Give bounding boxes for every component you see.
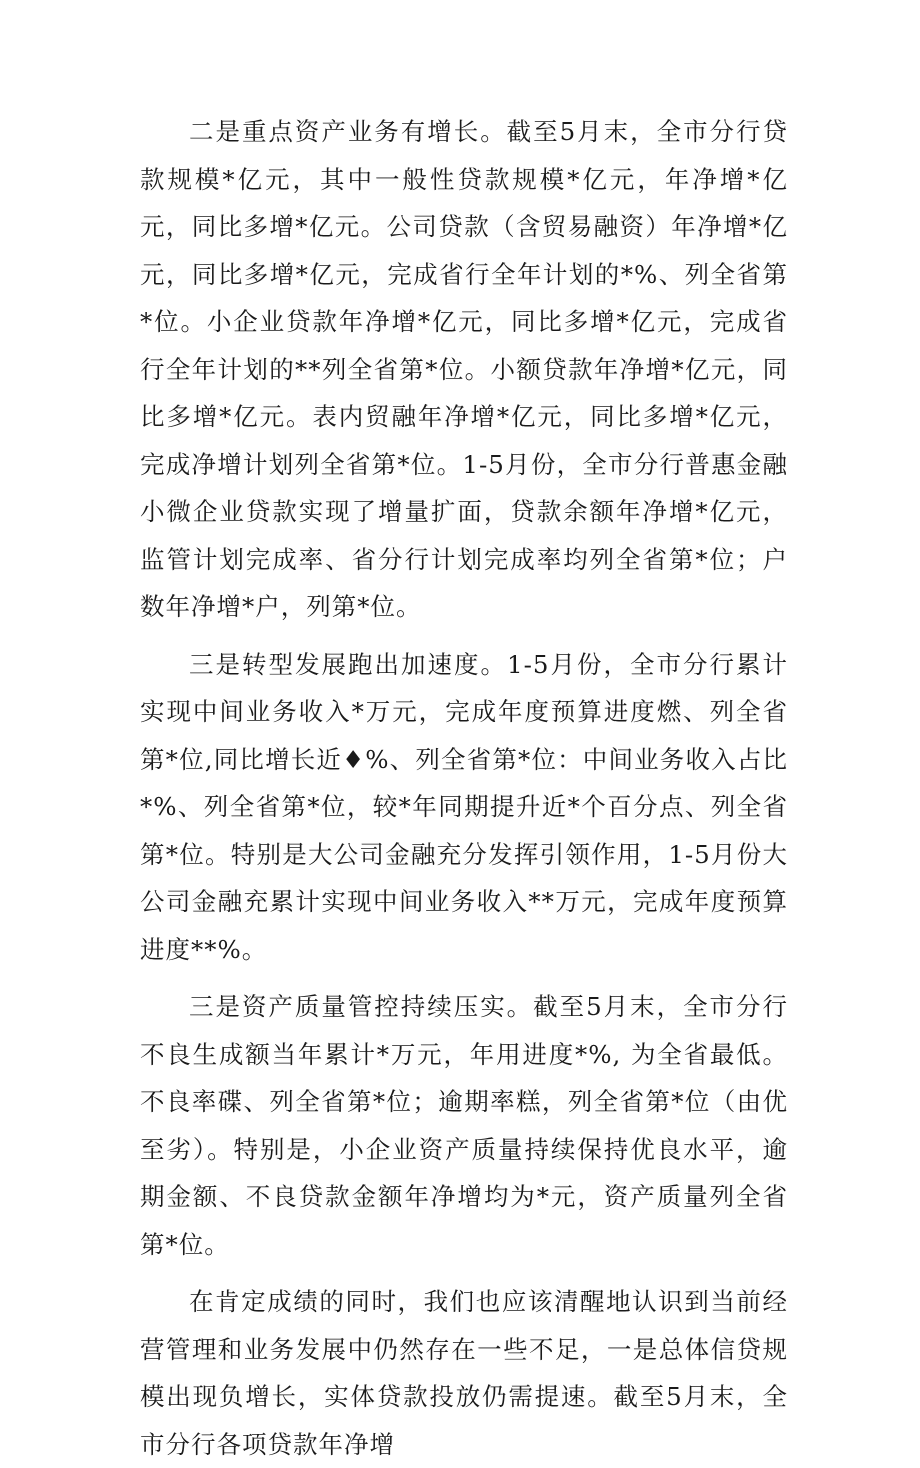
paragraph-transformation: 三是转型发展跑出加速度。1-5月份，全市分行累计实现中间业务收入*万元，完成年度预算进度燃、列全省第*位,同比增长近♦%、列全省第*位：中间业务收入占比*%、列全省第*位，较*年同期提升近*个百分点、列全省第*位。特别是大公司金融充分发挥引领作用，1-5月份大公司金融充累计实现中间业务收入**万元，完成年度预算进度**%。 [140, 649, 788, 964]
document-body [140, 108, 788, 1468]
paragraph-asset-quality: 三是资产质量管控持续压实。截至5月末，全市分行不良生成额当年累计*万元，年用进度*%, 为全省最低。不良率碟、列全省第*位；逾期率糕，列全省第*位（由优至劣）。特别是，小企业资产质量持续保持优良水平，逾期金额、不良贷款金额年净增均为*元，资产质量列全省第*位。 [140, 992, 788, 1259]
paragraph-asset-growth: 二是重点资产业务有增长。截至5月末，全市分行贷款规模*亿元，其中一般性贷款规模*亿元，年净增*亿元，同比多增*亿元。公司贷款（含贸易融资）年净增*亿元，同比多增*亿元，完成省行全年计划的*%、列全省第*位。小企业贷款年净增*亿元，同比多增*亿元，完成省行全年计划的**列全省第*位。小额贷款年净增*亿元，同比多增*亿元。表内贸融年净增*亿元，同比多增*亿元，完成净增计划列全省第*位。1-5月份，全市分行普惠金融小微企业贷款实现了增量扩面，贷款余额年净增*亿元，监管计划完成率、省分行计划完成率均列全省第*位；户数年净增*户，列第*位。 [140, 117, 788, 621]
paragraph-shortcomings: 在肯定成绩的同时，我们也应该清醒地认识到当前经营管理和业务发展中仍然存在一些不足，一是总体信贷规模出现负增长，实体贷款投放仍需提速。截至5月末，全市分行各项贷款年净增 [140, 1287, 788, 1459]
